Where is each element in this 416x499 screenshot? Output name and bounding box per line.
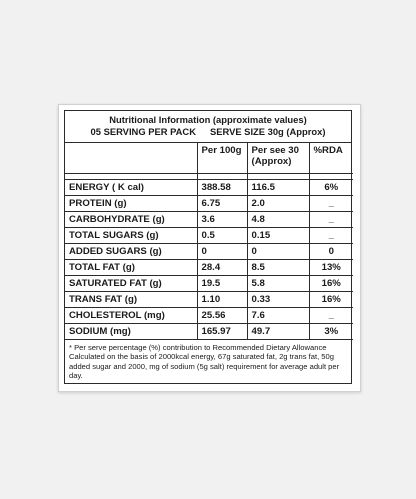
table-row bbox=[65, 259, 353, 275]
value-per-100g: 6.75 bbox=[197, 195, 247, 211]
value-rda: 3% bbox=[309, 323, 353, 339]
value-per-serve: 8.5 bbox=[247, 259, 309, 275]
table-row bbox=[65, 291, 353, 307]
value-per-100g: 19.5 bbox=[197, 275, 247, 291]
nutrition-label-card bbox=[58, 104, 361, 392]
nutrient-name: TOTAL FAT (g) bbox=[65, 259, 197, 275]
column-header-per-100g: Per 100g bbox=[197, 143, 247, 173]
value-rda: 16% bbox=[309, 291, 353, 307]
table-row bbox=[65, 211, 353, 227]
nutrition-table bbox=[65, 143, 353, 340]
value-per-100g: 28.4 bbox=[197, 259, 247, 275]
value-per-100g: 3.6 bbox=[197, 211, 247, 227]
value-rda: _ bbox=[309, 195, 353, 211]
table-row bbox=[65, 307, 353, 323]
nutrient-name: PROTEIN (g) bbox=[65, 195, 197, 211]
value-per-serve: 7.6 bbox=[247, 307, 309, 323]
table-header-row bbox=[65, 143, 353, 173]
table-row bbox=[65, 195, 353, 211]
nutrient-name: SODIUM (mg) bbox=[65, 323, 197, 339]
servings-per-pack: 05 SERVING PER PACK bbox=[90, 126, 196, 137]
column-header-per-serve: Per see 30 (Approx) bbox=[247, 143, 309, 173]
nutrient-name: CHOLESTEROL (mg) bbox=[65, 307, 197, 323]
value-per-100g: 165.97 bbox=[197, 323, 247, 339]
table-row bbox=[65, 275, 353, 291]
table-row bbox=[65, 227, 353, 243]
nutrient-name: ENERGY ( K cal) bbox=[65, 179, 197, 195]
value-rda: _ bbox=[309, 227, 353, 243]
rda-footnote: * Per serve percentage (%) contribution to Recommended Dietary Allowance Calculated on the basis of 2000kcal energy, 67g saturated fat, 2g trans fat, 50g added sugar and 2000, mg of sodium (5g salt) requirement for average adult per day. bbox=[69, 342, 340, 381]
value-per-100g: 388.58 bbox=[197, 179, 247, 195]
value-rda: 16% bbox=[309, 275, 353, 291]
table-row bbox=[65, 179, 353, 195]
nutrient-name: SATURATED FAT (g) bbox=[65, 275, 197, 291]
value-rda: _ bbox=[309, 307, 353, 323]
value-rda: 0 bbox=[309, 243, 353, 259]
nutrition-facts-panel bbox=[64, 110, 352, 384]
value-per-serve: 49.7 bbox=[247, 323, 309, 339]
value-per-100g: 0 bbox=[197, 243, 247, 259]
table-row bbox=[65, 323, 353, 339]
serve-size: SERVE SIZE 30g (Approx) bbox=[209, 126, 326, 137]
nutrition-header bbox=[65, 111, 351, 143]
value-per-serve: 0.33 bbox=[247, 291, 309, 307]
value-per-serve: 116.5 bbox=[247, 179, 309, 195]
value-per-serve: 5.8 bbox=[247, 275, 309, 291]
value-rda: 6% bbox=[309, 179, 353, 195]
value-per-100g: 25.56 bbox=[197, 307, 247, 323]
value-per-serve: 2.0 bbox=[247, 195, 309, 211]
nutrient-name: CARBOHYDRATE (g) bbox=[65, 211, 197, 227]
nutrition-title: Nutritional Information (approximate values) bbox=[109, 114, 307, 125]
value-per-serve: 0.15 bbox=[247, 227, 309, 243]
value-per-100g: 0.5 bbox=[197, 227, 247, 243]
value-rda: _ bbox=[309, 211, 353, 227]
column-header-rda: %RDA bbox=[309, 143, 353, 173]
nutrient-name: ADDED SUGARS (g) bbox=[65, 243, 197, 259]
table-row bbox=[65, 243, 353, 259]
value-per-serve: 0 bbox=[247, 243, 309, 259]
nutrient-name: TRANS FAT (g) bbox=[65, 291, 197, 307]
value-per-serve: 4.8 bbox=[247, 211, 309, 227]
nutrient-name: TOTAL SUGARS (g) bbox=[65, 227, 197, 243]
value-rda: 13% bbox=[309, 259, 353, 275]
column-header-nutrient bbox=[65, 143, 197, 173]
value-per-100g: 1.10 bbox=[197, 291, 247, 307]
